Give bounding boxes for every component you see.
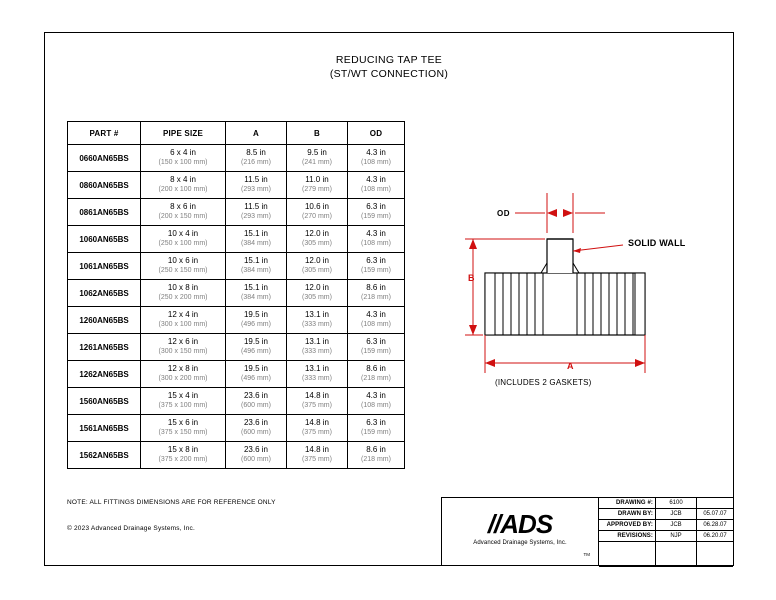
cell-od	[348, 361, 405, 388]
value-mm: (216 mm)	[241, 159, 271, 166]
cell-od	[348, 388, 405, 415]
value-in: 6 x 4 in	[170, 148, 196, 157]
cell-b	[287, 172, 348, 199]
cell-a	[226, 172, 287, 199]
copyright-note: © 2023 Advanced Drainage Systems, Inc.	[67, 525, 196, 532]
cell-b	[287, 226, 348, 253]
cell-b	[287, 415, 348, 442]
value-mm: (159 mm)	[361, 429, 391, 436]
value-in: 8.6 in	[366, 364, 386, 373]
value-in: 14.8 in	[304, 391, 330, 400]
value-mm: (300 x 150 mm)	[158, 348, 208, 355]
table-row	[68, 280, 405, 307]
value-in: 4.3 in	[366, 148, 386, 157]
cell-part: 1062AN65BS	[68, 280, 141, 307]
value-in: 8 x 6 in	[170, 202, 196, 211]
table-header-row	[68, 122, 405, 145]
cell-od	[348, 253, 405, 280]
title-block-fields	[599, 498, 733, 565]
cell-od	[348, 307, 405, 334]
field-label: DRAWING #:	[599, 498, 656, 509]
value-in: 13.1 in	[304, 364, 330, 373]
cell-a	[226, 361, 287, 388]
drawing-sheet	[44, 32, 734, 566]
value-mm: (159 mm)	[361, 348, 391, 355]
value-mm: (305 mm)	[302, 240, 332, 247]
cell-a	[226, 334, 287, 361]
value-mm: (218 mm)	[361, 375, 391, 382]
value-mm: (150 x 100 mm)	[158, 159, 208, 166]
cell-pipe-size	[141, 442, 226, 469]
a-dimension-label: A	[567, 361, 574, 371]
field-value: JCB	[656, 520, 697, 531]
field-date: 05.07.07	[697, 509, 734, 520]
value-mm: (250 x 150 mm)	[158, 267, 208, 274]
value-mm: (375 mm)	[302, 456, 332, 463]
reducing-tap-tee-illustration	[445, 173, 715, 413]
value-in: 4.3 in	[366, 391, 386, 400]
value-mm: (496 mm)	[241, 348, 271, 355]
table-row	[68, 334, 405, 361]
value-in: 11.0 in	[305, 175, 329, 184]
company-logo	[442, 498, 599, 565]
cell-pipe-size	[141, 145, 226, 172]
value-in: 23.6 in	[243, 418, 269, 427]
field-label: DRAWN BY:	[599, 509, 656, 520]
field-date	[697, 498, 734, 509]
cell-part: 0861AN65BS	[68, 199, 141, 226]
field-value: JCB	[656, 509, 697, 520]
cell-part: 1060AN65BS	[68, 226, 141, 253]
value-mm: (300 x 100 mm)	[158, 321, 208, 328]
cell-part: 1562AN65BS	[68, 442, 141, 469]
value-in: 15 x 8 in	[167, 445, 199, 454]
blank-cell	[656, 542, 697, 567]
value-in: 8 x 4 in	[170, 175, 196, 184]
value-in: 12 x 8 in	[167, 364, 199, 373]
cell-a	[226, 226, 287, 253]
table-row	[68, 145, 405, 172]
value-mm: (333 mm)	[302, 375, 332, 382]
specifications-table	[67, 121, 405, 469]
column-header-part: PART #	[68, 122, 141, 145]
od-dimension-label: OD	[497, 209, 510, 218]
cell-od	[348, 334, 405, 361]
value-mm: (375 mm)	[302, 402, 332, 409]
table-row	[68, 307, 405, 334]
value-in: 9.5 in	[307, 148, 327, 157]
cell-pipe-size	[141, 307, 226, 334]
value-in: 19.5 in	[243, 364, 269, 373]
cell-a	[226, 307, 287, 334]
value-in: 10 x 4 in	[167, 229, 199, 238]
cell-b	[287, 307, 348, 334]
title-block	[441, 497, 733, 565]
value-mm: (279 mm)	[302, 186, 332, 193]
value-mm: (250 x 200 mm)	[158, 294, 208, 301]
value-in: 10 x 8 in	[167, 283, 199, 292]
cell-od	[348, 442, 405, 469]
value-in: 6.3 in	[366, 337, 386, 346]
column-header-od: OD	[348, 122, 405, 145]
table-row	[68, 415, 405, 442]
column-header-b: B	[287, 122, 348, 145]
value-in: 11.5 in	[244, 175, 268, 184]
value-in: 12.0 in	[304, 229, 330, 238]
blank-cell	[599, 542, 656, 567]
value-in: 10 x 6 in	[167, 256, 199, 265]
table-row	[68, 361, 405, 388]
cell-b	[287, 145, 348, 172]
value-in: 4.3 in	[366, 310, 386, 319]
title-block-row-approved-by	[599, 520, 733, 531]
value-in: 10.6 in	[304, 202, 330, 211]
value-in: 23.6 in	[243, 445, 269, 454]
value-mm: (600 mm)	[241, 429, 271, 436]
field-value: NJP	[656, 531, 697, 542]
page-title	[45, 53, 733, 81]
cell-part: 1261AN65BS	[68, 334, 141, 361]
company-name: Advanced Drainage Systems, Inc.	[473, 540, 567, 546]
table-row	[68, 253, 405, 280]
cell-od	[348, 280, 405, 307]
cell-od	[348, 226, 405, 253]
value-in: 19.5 in	[243, 337, 269, 346]
value-mm: (600 mm)	[241, 402, 271, 409]
value-in: 12.0 in	[304, 256, 330, 265]
value-in: 19.5 in	[243, 310, 269, 319]
solid-wall-callout-label: SOLID WALL	[628, 238, 686, 248]
table-row	[68, 199, 405, 226]
value-in: 13.1 in	[304, 310, 330, 319]
cell-part: 1260AN65BS	[68, 307, 141, 334]
cell-pipe-size	[141, 226, 226, 253]
value-in: 8.6 in	[366, 283, 386, 292]
value-mm: (375 x 200 mm)	[158, 456, 208, 463]
value-in: 15 x 4 in	[167, 391, 199, 400]
value-in: 6.3 in	[366, 418, 386, 427]
value-in: 4.3 in	[366, 229, 386, 238]
value-in: 12.0 in	[304, 283, 330, 292]
fittings-note: NOTE: ALL FITTINGS DIMENSIONS ARE FOR REFERENCE ONLY	[67, 499, 276, 506]
title-line-1: REDUCING TAP TEE	[335, 54, 443, 66]
cell-od	[348, 199, 405, 226]
title-block-table	[599, 498, 733, 567]
table-row	[68, 226, 405, 253]
value-in: 23.6 in	[243, 391, 269, 400]
cell-a	[226, 442, 287, 469]
value-mm: (218 mm)	[361, 294, 391, 301]
value-in: 6.3 in	[366, 256, 386, 265]
value-mm: (200 x 150 mm)	[158, 213, 208, 220]
title-block-row-blank	[599, 542, 733, 567]
value-in: 14.8 in	[304, 445, 330, 454]
value-mm: (600 mm)	[241, 456, 271, 463]
value-in: 15.1 in	[243, 283, 269, 292]
cell-a	[226, 145, 287, 172]
table-body	[68, 145, 405, 469]
value-mm: (108 mm)	[361, 321, 391, 328]
value-mm: (218 mm)	[361, 456, 391, 463]
title-block-row-revisions	[599, 531, 733, 542]
cell-a	[226, 388, 287, 415]
title-block-row-drawing-number	[599, 498, 733, 509]
value-mm: (496 mm)	[241, 375, 271, 382]
table-row	[68, 442, 405, 469]
cell-od	[348, 172, 405, 199]
value-mm: (333 mm)	[302, 321, 332, 328]
field-date: 06.20.07	[697, 531, 734, 542]
value-mm: (496 mm)	[241, 321, 271, 328]
value-mm: (159 mm)	[361, 213, 391, 220]
column-header-a: A	[226, 122, 287, 145]
cell-part: 1561AN65BS	[68, 415, 141, 442]
cell-pipe-size	[141, 334, 226, 361]
title-line-2: (ST/WT CONNECTION)	[329, 68, 449, 80]
title-block-row-drawn-by	[599, 509, 733, 520]
field-label: REVISIONS:	[599, 531, 656, 542]
value-mm: (384 mm)	[241, 240, 271, 247]
value-mm: (305 mm)	[302, 267, 332, 274]
value-mm: (159 mm)	[361, 267, 391, 274]
value-mm: (108 mm)	[361, 159, 391, 166]
blank-cell	[697, 542, 734, 567]
cell-pipe-size	[141, 199, 226, 226]
product-drawing	[445, 173, 715, 413]
cell-b	[287, 334, 348, 361]
cell-b	[287, 361, 348, 388]
field-value: 6100	[656, 498, 697, 509]
cell-a	[226, 280, 287, 307]
cell-pipe-size	[141, 280, 226, 307]
table-row	[68, 388, 405, 415]
value-in: 14.8 in	[304, 418, 330, 427]
value-mm: (108 mm)	[361, 240, 391, 247]
cell-part: 1061AN65BS	[68, 253, 141, 280]
value-in: 12 x 4 in	[167, 310, 199, 319]
value-in: 15.1 in	[243, 229, 269, 238]
cell-part: 1262AN65BS	[68, 361, 141, 388]
cell-a	[226, 199, 287, 226]
value-mm: (375 mm)	[302, 429, 332, 436]
cell-a	[226, 415, 287, 442]
field-date: 06.28.07	[697, 520, 734, 531]
value-in: 12 x 6 in	[167, 337, 199, 346]
value-mm: (384 mm)	[241, 267, 271, 274]
table-row	[68, 172, 405, 199]
value-in: 11.5 in	[244, 202, 268, 211]
field-label: APPROVED BY:	[599, 520, 656, 531]
cell-pipe-size	[141, 388, 226, 415]
value-mm: (305 mm)	[302, 294, 332, 301]
trademark-mark: TM	[583, 552, 590, 557]
cell-part: 1560AN65BS	[68, 388, 141, 415]
value-mm: (384 mm)	[241, 294, 271, 301]
value-mm: (200 x 100 mm)	[158, 186, 208, 193]
value-in: 13.1 in	[304, 337, 330, 346]
logo-wrap	[442, 510, 598, 546]
cell-b	[287, 280, 348, 307]
b-dimension-label: B	[468, 273, 475, 283]
cell-od	[348, 415, 405, 442]
value-mm: (333 mm)	[302, 348, 332, 355]
value-mm: (375 x 100 mm)	[158, 402, 208, 409]
cell-b	[287, 199, 348, 226]
value-in: 6.3 in	[366, 202, 386, 211]
value-in: 15 x 6 in	[167, 418, 199, 427]
value-mm: (300 x 200 mm)	[158, 375, 208, 382]
cell-b	[287, 253, 348, 280]
gasket-note: (INCLUDES 2 GASKETS)	[495, 378, 592, 387]
cell-pipe-size	[141, 361, 226, 388]
cell-pipe-size	[141, 253, 226, 280]
value-mm: (270 mm)	[302, 213, 332, 220]
cell-od	[348, 145, 405, 172]
cell-pipe-size	[141, 415, 226, 442]
cell-a	[226, 253, 287, 280]
value-mm: (108 mm)	[361, 402, 391, 409]
value-in: 4.3 in	[366, 175, 386, 184]
cell-part: 0660AN65BS	[68, 145, 141, 172]
value-in: 15.1 in	[243, 256, 269, 265]
cell-part: 0860AN65BS	[68, 172, 141, 199]
value-in: 8.6 in	[366, 445, 386, 454]
value-mm: (375 x 150 mm)	[158, 429, 208, 436]
column-header-pipe-size: PIPE SIZE	[141, 122, 226, 145]
cell-pipe-size	[141, 172, 226, 199]
value-mm: (241 mm)	[302, 159, 332, 166]
value-in: 8.5 in	[246, 148, 266, 157]
value-mm: (293 mm)	[241, 186, 271, 193]
cell-b	[287, 388, 348, 415]
value-mm: (293 mm)	[241, 213, 271, 220]
value-mm: (250 x 100 mm)	[158, 240, 208, 247]
ads-logo-icon: //ADS	[487, 509, 553, 539]
cell-b	[287, 442, 348, 469]
value-mm: (108 mm)	[361, 186, 391, 193]
